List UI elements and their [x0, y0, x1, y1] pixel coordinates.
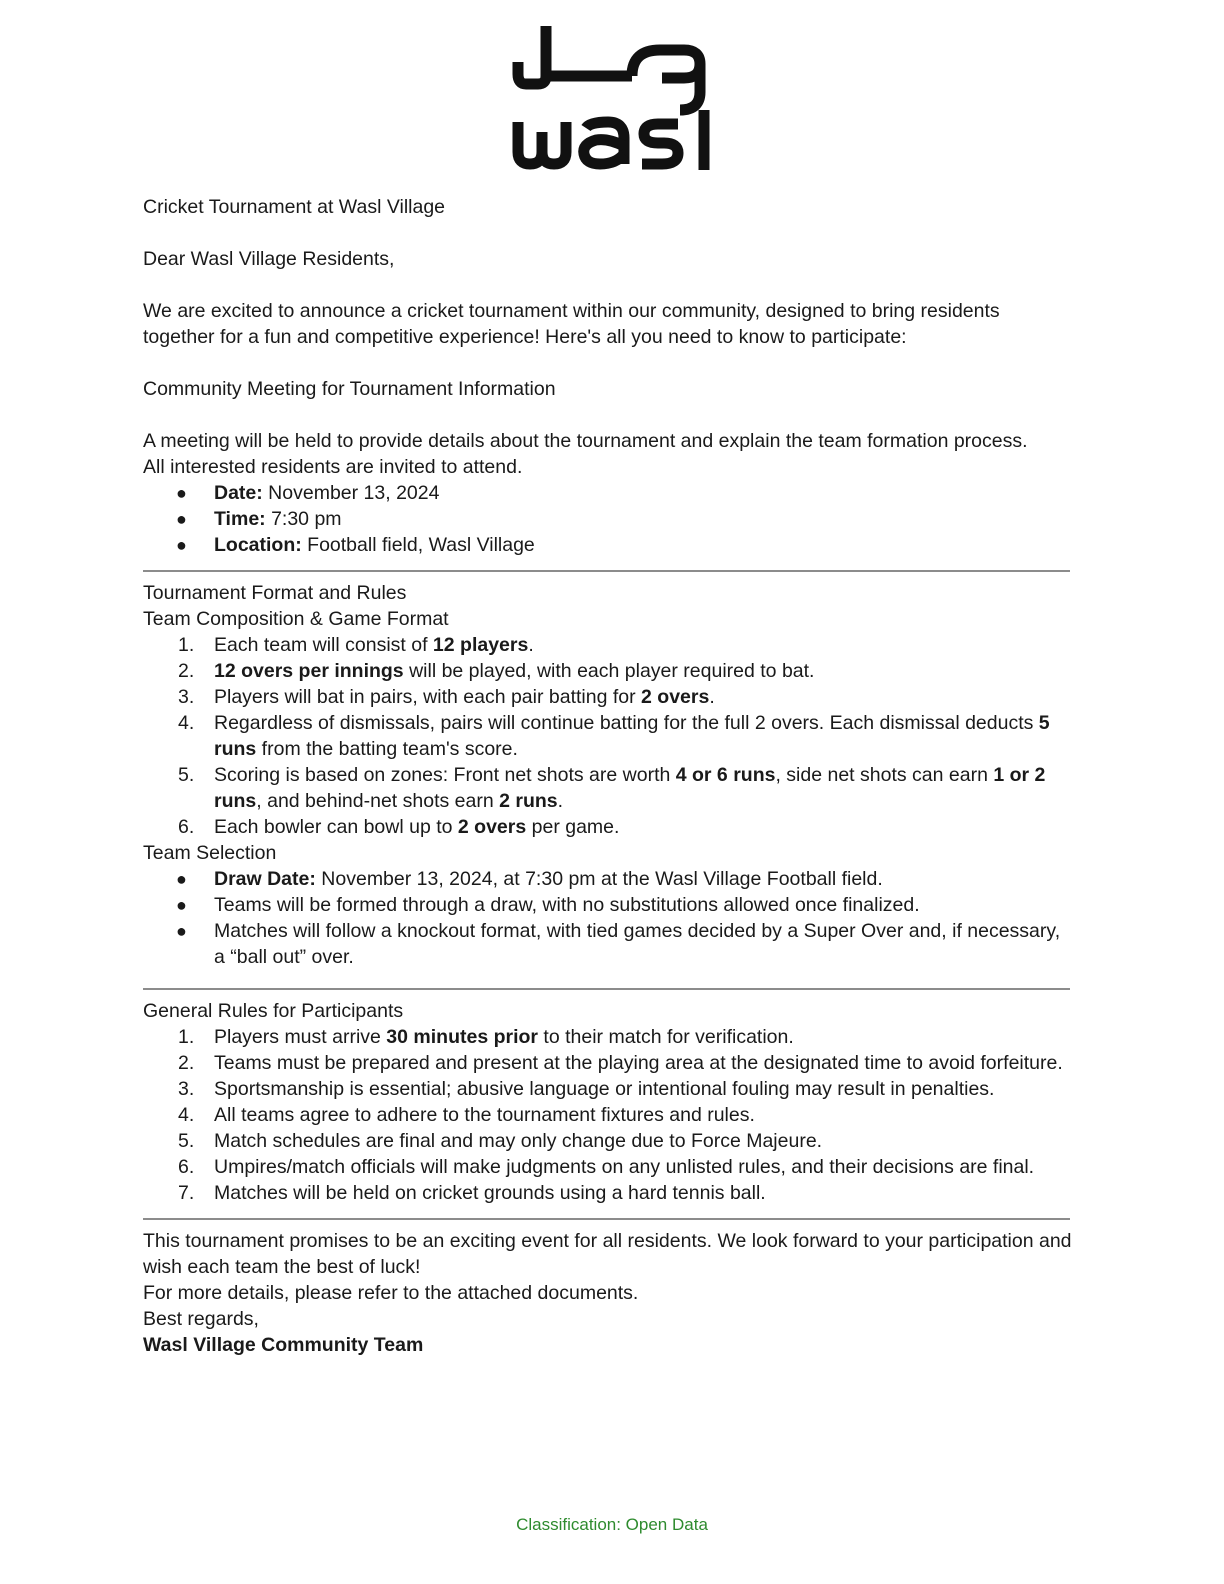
closing-regards: Best regards, [143, 1308, 259, 1330]
rule-text: Players will bat in pairs, with each pair batting for [214, 686, 642, 708]
rule-text: Matches will be held on cricket grounds using a hard tennis ball. [214, 1182, 766, 1204]
rule-text: . [557, 790, 564, 812]
rule-emphasis: 1 or 2 runs [214, 764, 1046, 812]
general-heading: General Rules for Participants [143, 1000, 404, 1022]
greeting: Dear Wasl Village Residents, [143, 248, 395, 270]
rule-text: from the batting team's score. [256, 738, 518, 760]
rule-emphasis: 2 overs [641, 686, 710, 708]
bullet-icon: ● [176, 509, 187, 529]
rule-item [143, 1024, 1073, 1050]
format-subheading: Team Composition & Game Format [143, 608, 449, 630]
rule-number: 4. [178, 1104, 195, 1126]
meeting-location-item [143, 532, 1073, 558]
closing-documents-note: For more details, please refer to the attached documents. [143, 1282, 639, 1304]
section-divider [143, 988, 1070, 990]
meeting-time-label: Time: [214, 508, 266, 530]
rule-item [143, 814, 1073, 840]
rule-item [143, 684, 1073, 710]
bullet-icon: ● [176, 921, 187, 941]
intro-paragraph: We are excited to announce a cricket tournament within our community, designed to bring residents together for a fun and competitive experience! Here's all you need to know to participate: [143, 300, 1000, 348]
rule-item [143, 762, 1073, 814]
wasl-logo-mark [512, 14, 712, 174]
rule-number: 1. [178, 634, 195, 656]
meeting-location-value: Football field, Wasl Village [301, 534, 535, 556]
rule-item [143, 710, 1073, 762]
rule-text: Teams must be prepared and present at the playing area at the designated time to avoid forfeiture. [214, 1052, 1063, 1074]
classification-label: Classification: Open Data [516, 1515, 708, 1534]
selection-heading: Team Selection [143, 842, 277, 864]
meeting-location-label: Location: [214, 534, 302, 556]
rule-number: 5. [178, 1130, 195, 1152]
rule-emphasis: 5 runs [214, 712, 1050, 760]
rule-item [143, 1128, 1073, 1154]
selection-item [143, 918, 1073, 970]
rule-text: . [528, 634, 534, 656]
signature: Wasl Village Community Team [143, 1334, 424, 1356]
selection-text: Matches will follow a knockout format, with tied games decided by a Super Over and, if necessary, a “ball out” over. [214, 920, 1061, 968]
rule-number: 5. [178, 764, 195, 786]
rule-emphasis: 2 overs [457, 816, 527, 838]
rule-text: Sportsmanship is essential; abusive language or intentional fouling may result in penalties. [214, 1078, 995, 1100]
meeting-time-item [143, 506, 1073, 532]
rule-text: Match schedules are final and may only change due to Force Majeure. [214, 1130, 823, 1152]
rule-number: 1. [178, 1026, 195, 1048]
selection-item [143, 866, 1073, 892]
meeting-date-label: Date: [214, 482, 263, 504]
letter-body [143, 194, 1073, 1358]
rule-item [143, 1102, 1073, 1128]
rule-item [143, 658, 1073, 684]
rule-item [143, 1180, 1073, 1206]
format-heading: Tournament Format and Rules [143, 582, 407, 604]
meeting-heading: Community Meeting for Tournament Information [143, 378, 556, 400]
rule-emphasis: 30 minutes prior [386, 1026, 539, 1048]
rule-number: 3. [178, 1078, 195, 1100]
rule-text: Regardless of dismissals, pairs will continue batting for the full 2 overs. Each dismissal deducts [214, 712, 1039, 734]
rule-number: 3. [178, 686, 195, 708]
rule-text: Each bowler can bowl up to [214, 816, 458, 838]
letter-title: Cricket Tournament at Wasl Village [143, 196, 446, 218]
selection-item [143, 892, 1073, 918]
draw-date-label: Draw Date: [214, 868, 316, 890]
rule-text: per game. [526, 816, 620, 838]
rule-emphasis: 2 runs [499, 790, 558, 812]
rule-text: to their match for verification. [538, 1026, 794, 1048]
bullet-icon: ● [176, 535, 187, 555]
rule-emphasis: 12 overs per innings [214, 660, 404, 682]
closing-paragraph: This tournament promises to be an exciting event for all residents. We look forward to your participation and wish each team the best of luck! [143, 1230, 1072, 1278]
meeting-description-line2: All interested residents are invited to attend. [143, 456, 523, 478]
meeting-description-line1: A meeting will be held to provide details about the tournament and explain the team formation process. [143, 430, 1028, 452]
rule-number: 7. [178, 1182, 195, 1204]
meeting-date-item [143, 480, 1073, 506]
rule-text: All teams agree to adhere to the tournament fixtures and rules. [214, 1104, 755, 1126]
meeting-date-value: November 13, 2024 [262, 482, 440, 504]
rule-number: 6. [178, 1156, 195, 1178]
rule-text: , and behind-net shots earn [256, 790, 500, 812]
meeting-time-value: 7:30 pm [265, 508, 342, 530]
rule-text: , side net shots can earn [775, 764, 994, 786]
rule-item [143, 1154, 1073, 1180]
rule-emphasis: 12 players [432, 634, 529, 656]
rule-item [143, 1076, 1073, 1102]
rule-number: 2. [178, 1052, 195, 1074]
selection-text: Teams will be formed through a draw, with no substitutions allowed once finalized. [214, 894, 920, 916]
rule-text: . [709, 686, 715, 708]
section-divider [143, 570, 1070, 572]
meeting-details-list [143, 480, 1073, 558]
meeting-description [143, 428, 1073, 480]
rule-text: Scoring is based on zones: Front net shots are worth [214, 764, 676, 786]
selection-list [143, 866, 1073, 970]
rule-number: 2. [178, 660, 195, 682]
rule-text: Each team will consist of [214, 634, 433, 656]
rule-text: Players must arrive [214, 1026, 387, 1048]
rule-item [143, 632, 1073, 658]
bullet-icon: ● [176, 895, 187, 915]
wasl-logo [0, 14, 1224, 174]
draw-date-value: November 13, 2024, at 7:30 pm at the Wasl Village Football field. [315, 868, 883, 890]
section-divider [143, 1218, 1070, 1220]
rule-number: 4. [178, 712, 195, 734]
bullet-icon: ● [176, 483, 187, 503]
rule-emphasis: 4 or 6 runs [675, 764, 776, 786]
format-rules-list [143, 632, 1073, 840]
rule-text: Umpires/match officials will make judgments on any unlisted rules, and their decisions are final. [214, 1156, 1035, 1178]
rule-number: 6. [178, 816, 195, 838]
rule-text: will be played, with each player required to bat. [403, 660, 815, 682]
bullet-icon: ● [176, 869, 187, 889]
rule-item [143, 1050, 1073, 1076]
general-rules-list [143, 1024, 1073, 1206]
